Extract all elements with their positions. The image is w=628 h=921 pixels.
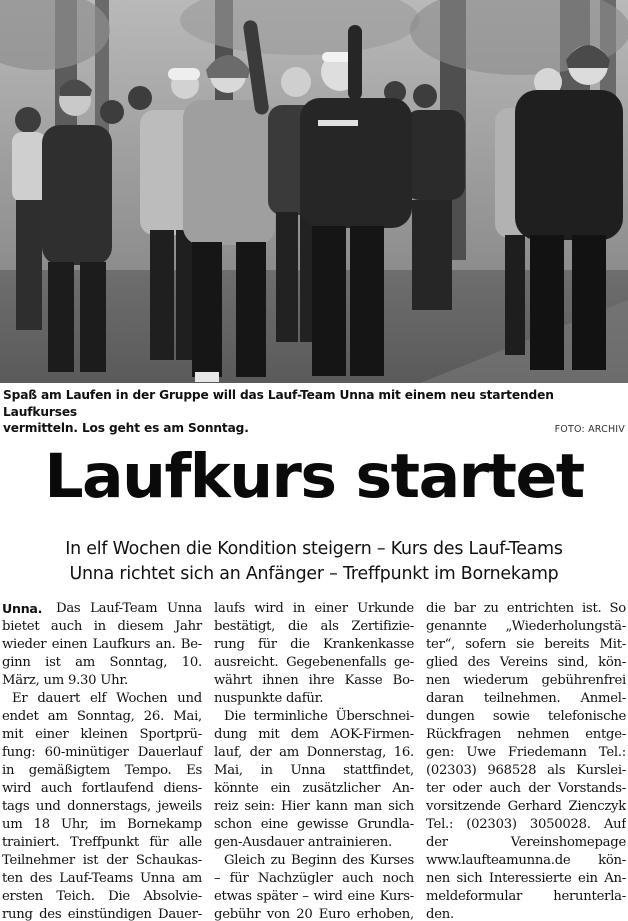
article-column-3 [426,600,626,921]
article-word: in [292,601,306,616]
article-word: stattfindet, [343,763,414,778]
subheadline-line-2: Unna richtet sich an Anfänger – Treffpunkt im Bornekamp [69,564,559,584]
article-word: Vereinshomepage [510,835,626,850]
article-word: Wochen [116,691,168,706]
article-word: Es [186,763,202,778]
article-word: sein: [244,799,275,814]
article-word: Bornekamp [127,817,202,832]
article-word: Rückfragen [426,727,502,742]
article-line-text: den. [426,907,454,921]
article-word: donnerstags, [67,799,151,814]
article-word: Grundla- [357,817,414,832]
article-word: als [320,619,339,634]
article-word: am [47,709,68,724]
article-word: Sonntag, [109,655,168,670]
article-word: mit [2,727,24,742]
article-line [2,636,202,654]
article-word: daran [426,691,464,706]
article-word: ginn [2,655,31,670]
article-line [426,618,626,636]
article-word: fortlaufend [81,781,154,796]
article-word: Die [108,889,130,904]
article-word: Mit- [599,637,626,652]
article-line [214,726,414,744]
article-line [214,654,414,672]
article-line [214,744,414,762]
article-line [2,654,202,672]
article-line [214,690,414,708]
article-word: einer [35,727,69,742]
article-line [426,708,626,726]
article-word: meldeformular [426,889,523,904]
article-word: ein [270,781,291,796]
article-word: Friedemann [508,745,587,760]
article-line [214,852,414,870]
article-word: diens- [163,781,202,796]
article-word: und [35,799,61,814]
article-line [2,798,202,816]
photo-caption [3,387,627,439]
article-word: ihnen [262,673,299,688]
article-word: für [257,637,277,652]
article-word: am [279,745,299,760]
article-word: Vorstands- [557,781,626,796]
article-word: Schaukas- [135,853,202,868]
article-word: 968528 [487,763,537,778]
article-word: in [260,763,273,778]
article-line [214,762,414,780]
article-word: Unna [167,601,202,616]
article-word: gen: [426,745,455,760]
article-word: diesem [117,619,164,634]
article-word: einstündigen [67,907,152,921]
article-word: genannte [426,619,487,634]
article-word: glied [426,655,458,670]
article-word: währt [214,673,252,688]
article-word: Zertifizie- [351,619,414,634]
article-word: Tempo. [124,763,172,778]
article-word: wiederum [463,673,529,688]
article-word: jeweils [157,799,202,814]
article-word: bar [453,601,476,616]
article-line [2,762,202,780]
article-word: die [426,601,446,616]
article-word: Lauf-Teams [59,871,133,886]
article-word: zu [483,601,499,616]
article-word: elf [90,691,107,706]
article-word: Mai, [173,709,202,724]
article-word: um [2,817,23,832]
article-word: gebührenfrei [541,673,626,688]
article-word: entrichten [506,601,574,616]
article-word: terminliche [253,709,328,724]
article-word: gebühr [214,907,261,921]
article-word: telefonische [547,709,626,724]
article-word: Donnerstag, [306,745,387,760]
article-line [2,744,202,762]
article-word: kleinen [80,727,128,742]
article-word: Überschnei- [335,709,414,724]
article-word: 10. [181,655,202,670]
article-word: Hier [280,799,310,814]
article-word: bereits [544,637,590,652]
article-word: bietet [2,619,40,634]
article-word: später [256,889,298,904]
news-photo [0,0,628,383]
article-word: der [528,781,551,796]
article-word: Kurses [369,853,414,868]
article-word: Krankenkasse [323,637,414,652]
article-word: So [609,601,626,616]
article-word: mit [258,727,280,742]
article-line [2,870,202,888]
article-word: dauert [37,691,81,706]
article-word: Anmel- [580,691,626,706]
article-word: Bo- [392,673,414,688]
article-word: Unna [290,763,326,778]
article-word: könnte [214,781,259,796]
article-word: – [214,871,221,886]
article-line [426,834,626,852]
article-word: (02303) [466,817,517,832]
article-word: teilnehmen. [483,691,561,706]
article-word: rung [214,637,245,652]
article-word: Gerhard [507,799,562,814]
article-word: 18 [33,817,50,832]
article-word: Tel.: [426,817,454,832]
article-word: Gegebenenfalls [286,655,387,670]
subheadline-line-1: In elf Wochen die Kondition steigern – Kurs des Lauf-Teams [65,539,563,559]
article-word: im [99,817,117,832]
article-line [2,672,202,690]
article-word: Uhr, [61,817,89,832]
article-word: sowie [492,709,530,724]
article-word: entge- [585,727,626,742]
article-word: eine [347,889,375,904]
article-line [214,636,414,654]
article-word: sie [516,637,535,652]
article-line [214,870,414,888]
article-word: 60-minütiger [44,745,129,760]
article-word: des [342,853,365,868]
article-word: bestätigt, [214,619,276,634]
article-word: für [229,871,249,886]
article-word: wird [2,781,32,796]
article-word: sofern [465,637,506,652]
article-line [2,780,202,798]
article-line [426,654,626,672]
article-word: laufs [214,601,245,616]
article-word: am [182,871,202,886]
article-line [214,816,414,834]
article-word: Gleich [224,853,266,868]
article-word: Absolvie- [143,889,202,904]
article-line [426,600,626,618]
subheadline [0,537,628,587]
article-word: kön- [598,853,626,868]
article-word: als [547,763,566,778]
article-word: An- [392,781,414,796]
article-word: ersten [2,889,43,904]
article-word: reiz [214,799,239,814]
article-word: Zienczyk [568,799,626,814]
article-line [2,834,202,852]
article-word: in [93,619,106,634]
article-word: Treffpunkt [70,835,139,850]
article-word: ist [82,853,99,868]
article-word: wieder [2,637,47,652]
article-word: dungen [426,709,475,724]
article-word: endet [2,709,39,724]
article-word: an. [155,637,176,652]
article-word: zu [270,853,286,868]
article-word: Lauf-Team [90,601,158,616]
article-word: Vereins [499,655,548,670]
article-word: Er [12,691,28,706]
article-word: einer [314,601,348,616]
article-word: Die [224,709,246,724]
article-line [426,798,626,816]
article-line [214,672,414,690]
article-word: der [106,853,128,868]
article-word: des [39,907,62,921]
article-word: nen [426,871,451,886]
article-word: 26. [143,709,165,724]
article-word: Be- [180,637,202,652]
article-word: oder [452,781,482,796]
article-line [2,708,202,726]
article-word: dung [214,727,247,742]
photo-credit: FOTO: ARCHIV [554,424,625,435]
article-word: Kurslei- [576,763,626,778]
article-word: gemäßigtem [28,763,110,778]
article-word: ter“, [426,637,456,652]
article-word: sich [456,871,483,886]
article-line [2,852,202,870]
article-line [426,690,626,708]
article-line [214,888,414,906]
article-line [426,636,626,654]
article-line [214,618,414,636]
article-word: trainiert. [2,835,60,850]
article-word: AOK-Firmen- [330,727,414,742]
article-word: www.laufteamunna.de [426,853,571,868]
article-dateline: Unna. [2,601,47,616]
article-line [2,600,202,618]
article-word: wird [254,601,284,616]
article-word: die [287,619,308,634]
article-word: Jahr [175,619,202,634]
runners-photo-illustration [0,0,628,383]
article-word: kön- [598,655,626,670]
article-word: Teilnehmer [2,853,75,868]
article-word: nehmen [517,727,570,742]
article-line [2,816,202,834]
article-line [214,834,414,852]
article-word: herunterla- [553,889,626,904]
article-line [426,888,626,906]
article-word: der [426,835,448,850]
article-word: Auf [603,817,626,832]
article-line [426,870,626,888]
headline: Laufkurs startet [44,441,584,512]
article-word: des [29,871,53,886]
article-word: eine [260,817,289,832]
article-line [426,726,626,744]
article-line [214,906,414,921]
article-word: noch [382,871,414,886]
article-word: sich [388,799,414,814]
article-word: An- [604,871,626,886]
caption-line-1: Spaß am Laufen in der Gruppe will das Lauf-Team Unna mit einem neu startenden Laufkurses [3,388,554,419]
article-word: der [249,745,272,760]
article-line [426,906,626,921]
article-word: zusätzlicher [302,781,381,796]
caption-line-2: vermitteln. Los geht es am Sonntag. [3,421,249,435]
article-word: Euro [318,907,351,921]
article-word: ten [2,871,23,886]
article-word: von [266,907,290,921]
article-word: Laufkurs [92,637,151,652]
article-word: Das [56,601,81,616]
article-word: fung: [2,745,36,760]
article-word: tags [2,799,30,814]
article-word: etwas [214,889,252,904]
article-word: Sportprü- [139,727,202,742]
article-word: rung [2,907,33,921]
article-line [426,780,626,798]
article-line [2,618,202,636]
article-word: auch [342,871,374,886]
article-word: die [290,637,310,652]
article-word: ihre [308,673,335,688]
article-word: Mai, [214,763,243,778]
article-word: ausreicht. [214,655,279,670]
article-word: dem [290,727,319,742]
article-word: alle [178,835,202,850]
article-line-text: März, um 9.30 Uhr. [2,673,128,688]
article-word: wird [313,889,343,904]
article-word: kann [315,799,348,814]
article-word: Dauerlauf [137,745,202,760]
article-word: Kurs- [379,889,414,904]
article-word: in [2,763,15,778]
article-line [214,708,414,726]
article-word: man [353,799,382,814]
article-column-1 [2,600,202,921]
article-word: ge- [394,655,414,670]
article-line [214,798,414,816]
article-line [214,780,414,798]
article-line [426,816,626,834]
article-word: Tel.: [598,745,626,760]
article-word: lauf, [214,745,242,760]
article-word: erhoben, [356,907,414,921]
article-word: Nachzügler [257,871,333,886]
article-column-2 [214,600,414,921]
article-line-text: nuspunkte dafür. [214,691,324,706]
article-word: auch [50,619,83,634]
article-word: (02303) [426,763,477,778]
article-line [426,762,626,780]
article-word: Teich. [56,889,95,904]
article-line [2,690,202,708]
article-word: 3050028. [529,817,591,832]
article-line [214,600,414,618]
article-word: Urkunde [357,601,414,616]
article-line [2,726,202,744]
article-word: ist. [581,601,602,616]
article-word: Interessierte [488,871,572,886]
article-word: des [467,655,490,670]
article-word: auch [40,781,73,796]
article-word: schon [214,817,252,832]
article-word: am [75,655,96,670]
article-word: Kasse [344,673,383,688]
article-word: einen [51,637,88,652]
article-word: für [149,835,169,850]
article-line [426,672,626,690]
article-word: nen [426,673,451,688]
article-word: Sonntag, [76,709,135,724]
article-word: ein [578,871,598,886]
article-word: vorsitzende [426,799,501,814]
article-word: ist [45,655,61,670]
article-line [2,888,202,906]
article-word: Dauer- [158,907,202,921]
article-word: auch [489,781,521,796]
article-word: – [302,889,309,904]
article-word: Unna [140,871,176,886]
article-word: gewisse [296,817,349,832]
article-word: 20 [296,907,313,921]
article-word: ter [426,781,445,796]
article-line [426,744,626,762]
article-word: und [177,691,202,706]
article-word: Uwe [466,745,496,760]
article-word: 16. [393,745,414,760]
article-word: Beginn [290,853,337,868]
article-word: „Wiederholungstä- [505,619,626,634]
article-line-text: gen-Ausdauer antrainieren. [214,835,392,850]
article-line [2,906,202,921]
article-body [2,600,626,921]
article-word: sind, [557,655,589,670]
article-line [426,852,626,870]
